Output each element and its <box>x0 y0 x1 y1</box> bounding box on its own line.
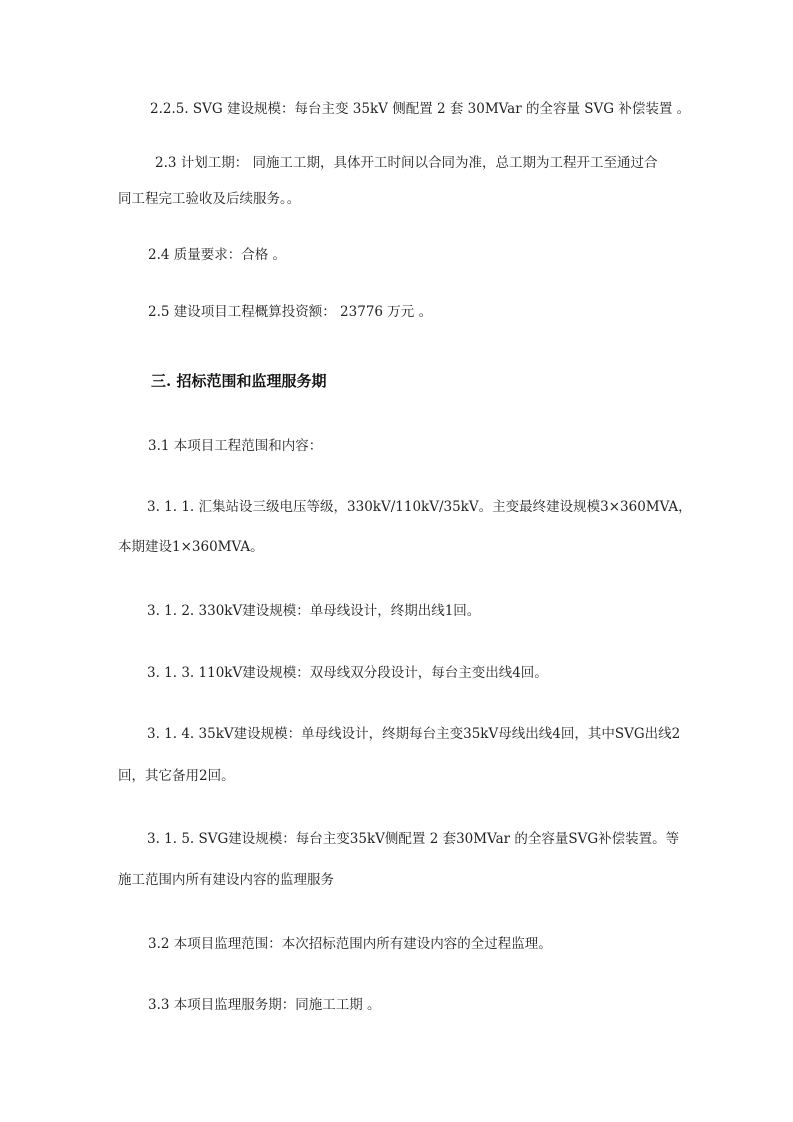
paragraph-3-3: 3.3 本项目监理服务期：同施工工期 。 <box>148 997 381 1013</box>
paragraph-2-5: 2.5 建设项目工程概算投资额： 23776 万元 。 <box>148 304 433 320</box>
paragraph-2-3-line2: 同工程完工验收及后续服务。。 <box>118 191 301 207</box>
paragraph-3-1-1-line1: 3. 1. 1. 汇集站设三级电压等级，330kV/110kV/35kV。主变最终建设规模3×360MVA， <box>147 499 692 515</box>
paragraph-3-1-4-line2: 回，其它备用2回。 <box>118 768 235 784</box>
paragraph-2-2-5: 2.2.5. SVG 建设规模：每台主变 35kV 侧配置 2 套 30MVar 的全容量 SVG 补偿装置 。 <box>150 101 691 117</box>
section-heading-3: 三. 招标范围和监理服务期 <box>151 372 327 390</box>
paragraph-3-1: 3.1 本项目工程范围和内容： <box>148 438 323 454</box>
paragraph-3-2: 3.2 本项目监理范围：本次招标范围内所有建设内容的全过程监理。 <box>148 936 552 952</box>
paragraph-3-1-5-line2: 施工范围内所有建设内容的监理服务 <box>118 872 334 888</box>
paragraph-2-4: 2.4 质量要求：合格 。 <box>148 247 287 263</box>
paragraph-2-3-line1: 2.3 计划工期： 同施工工期，具体开工时间以合同为准，总工期为工程开工至通过合 <box>155 155 658 171</box>
paragraph-3-1-5-line1: 3. 1. 5. SVG建设规模：每台主变35kV侧配置 2 套30MVar 的全容量SVG补偿装置。等 <box>147 831 680 847</box>
paragraph-3-1-3: 3. 1. 3. 110kV建设规模：双母线双分段设计，每台主变出线4回。 <box>147 665 548 681</box>
paragraph-3-1-1-line2: 本期建设1×360MVA。 <box>118 539 264 555</box>
paragraph-3-1-2: 3. 1. 2. 330kV建设规模：单母线设计，终期出线1回。 <box>147 603 481 619</box>
paragraph-3-1-4-line1: 3. 1. 4. 35kV建设规模：单母线设计，终期每台主变35kV母线出线4回，其中SVG出线2 <box>147 726 681 742</box>
